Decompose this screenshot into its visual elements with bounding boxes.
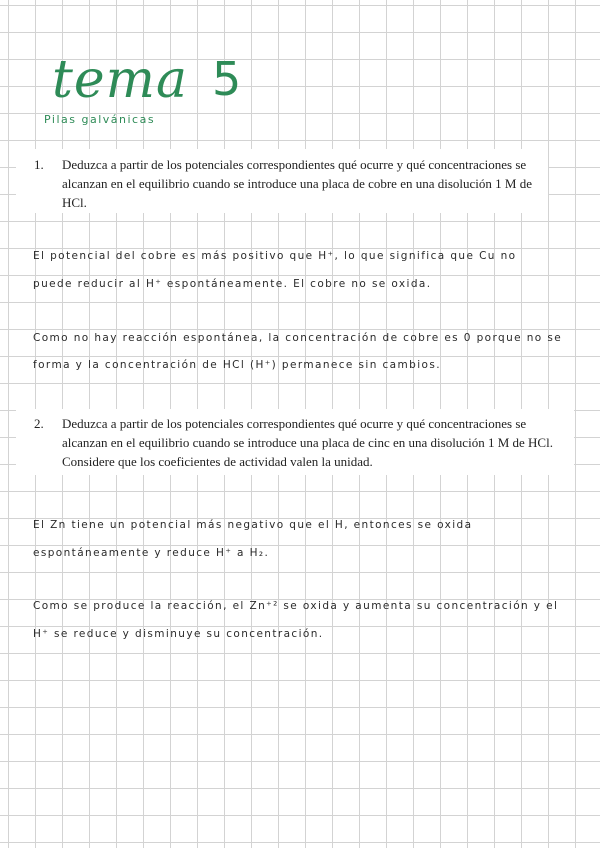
topic-number: 5 (212, 52, 242, 106)
question-text: Deduzca a partir de los potenciales correspondientes qué ocurre y qué concentraciones se alcanzan en el equilibrio cuando se introduce una placa de cobre en una disolución 1 M de HCl. (62, 157, 532, 210)
page-subtitle: Pilas galvánicas (44, 113, 156, 126)
answer-1-line-1: El potencial del cobre es más positivo que H⁺, lo que significa que Cu no (33, 250, 517, 262)
question-2 (16, 409, 574, 475)
question-number: 1. (34, 157, 44, 172)
question-text: Deduzca a partir de los potenciales correspondientes qué ocurre y qué concentraciones se alcanzan en el equilibrio cuando se introduce una placa de cinc en una disolución 1 M de HCl. Considere que los coeficientes de actividad valen la unidad. (62, 416, 553, 469)
page-title: tema (52, 50, 188, 110)
answer-2-line-2: espontáneamente y reduce H⁺ a H₂. (33, 547, 270, 559)
answer-2-line-1: El Zn tiene un potencial más negativo que el H, entonces se oxida (33, 519, 473, 531)
answer-1-line-4: forma y la concentración de HCl (H⁺) permanece sin cambios. (33, 359, 441, 371)
question-number: 2. (34, 416, 44, 431)
answer-1-line-2: puede reducir al H⁺ espontáneamente. El cobre no se oxida. (33, 278, 432, 290)
question-1 (16, 149, 548, 213)
answer-2-line-3: Como se produce la reacción, el Zn⁺² se oxida y aumenta su concentración y el (33, 600, 559, 612)
answer-2-line-4: H⁺ se reduce y disminuye su concentración. (33, 628, 324, 640)
answer-1-line-3: Como no hay reacción espontánea, la concentración de cobre es 0 porque no se (33, 332, 563, 344)
